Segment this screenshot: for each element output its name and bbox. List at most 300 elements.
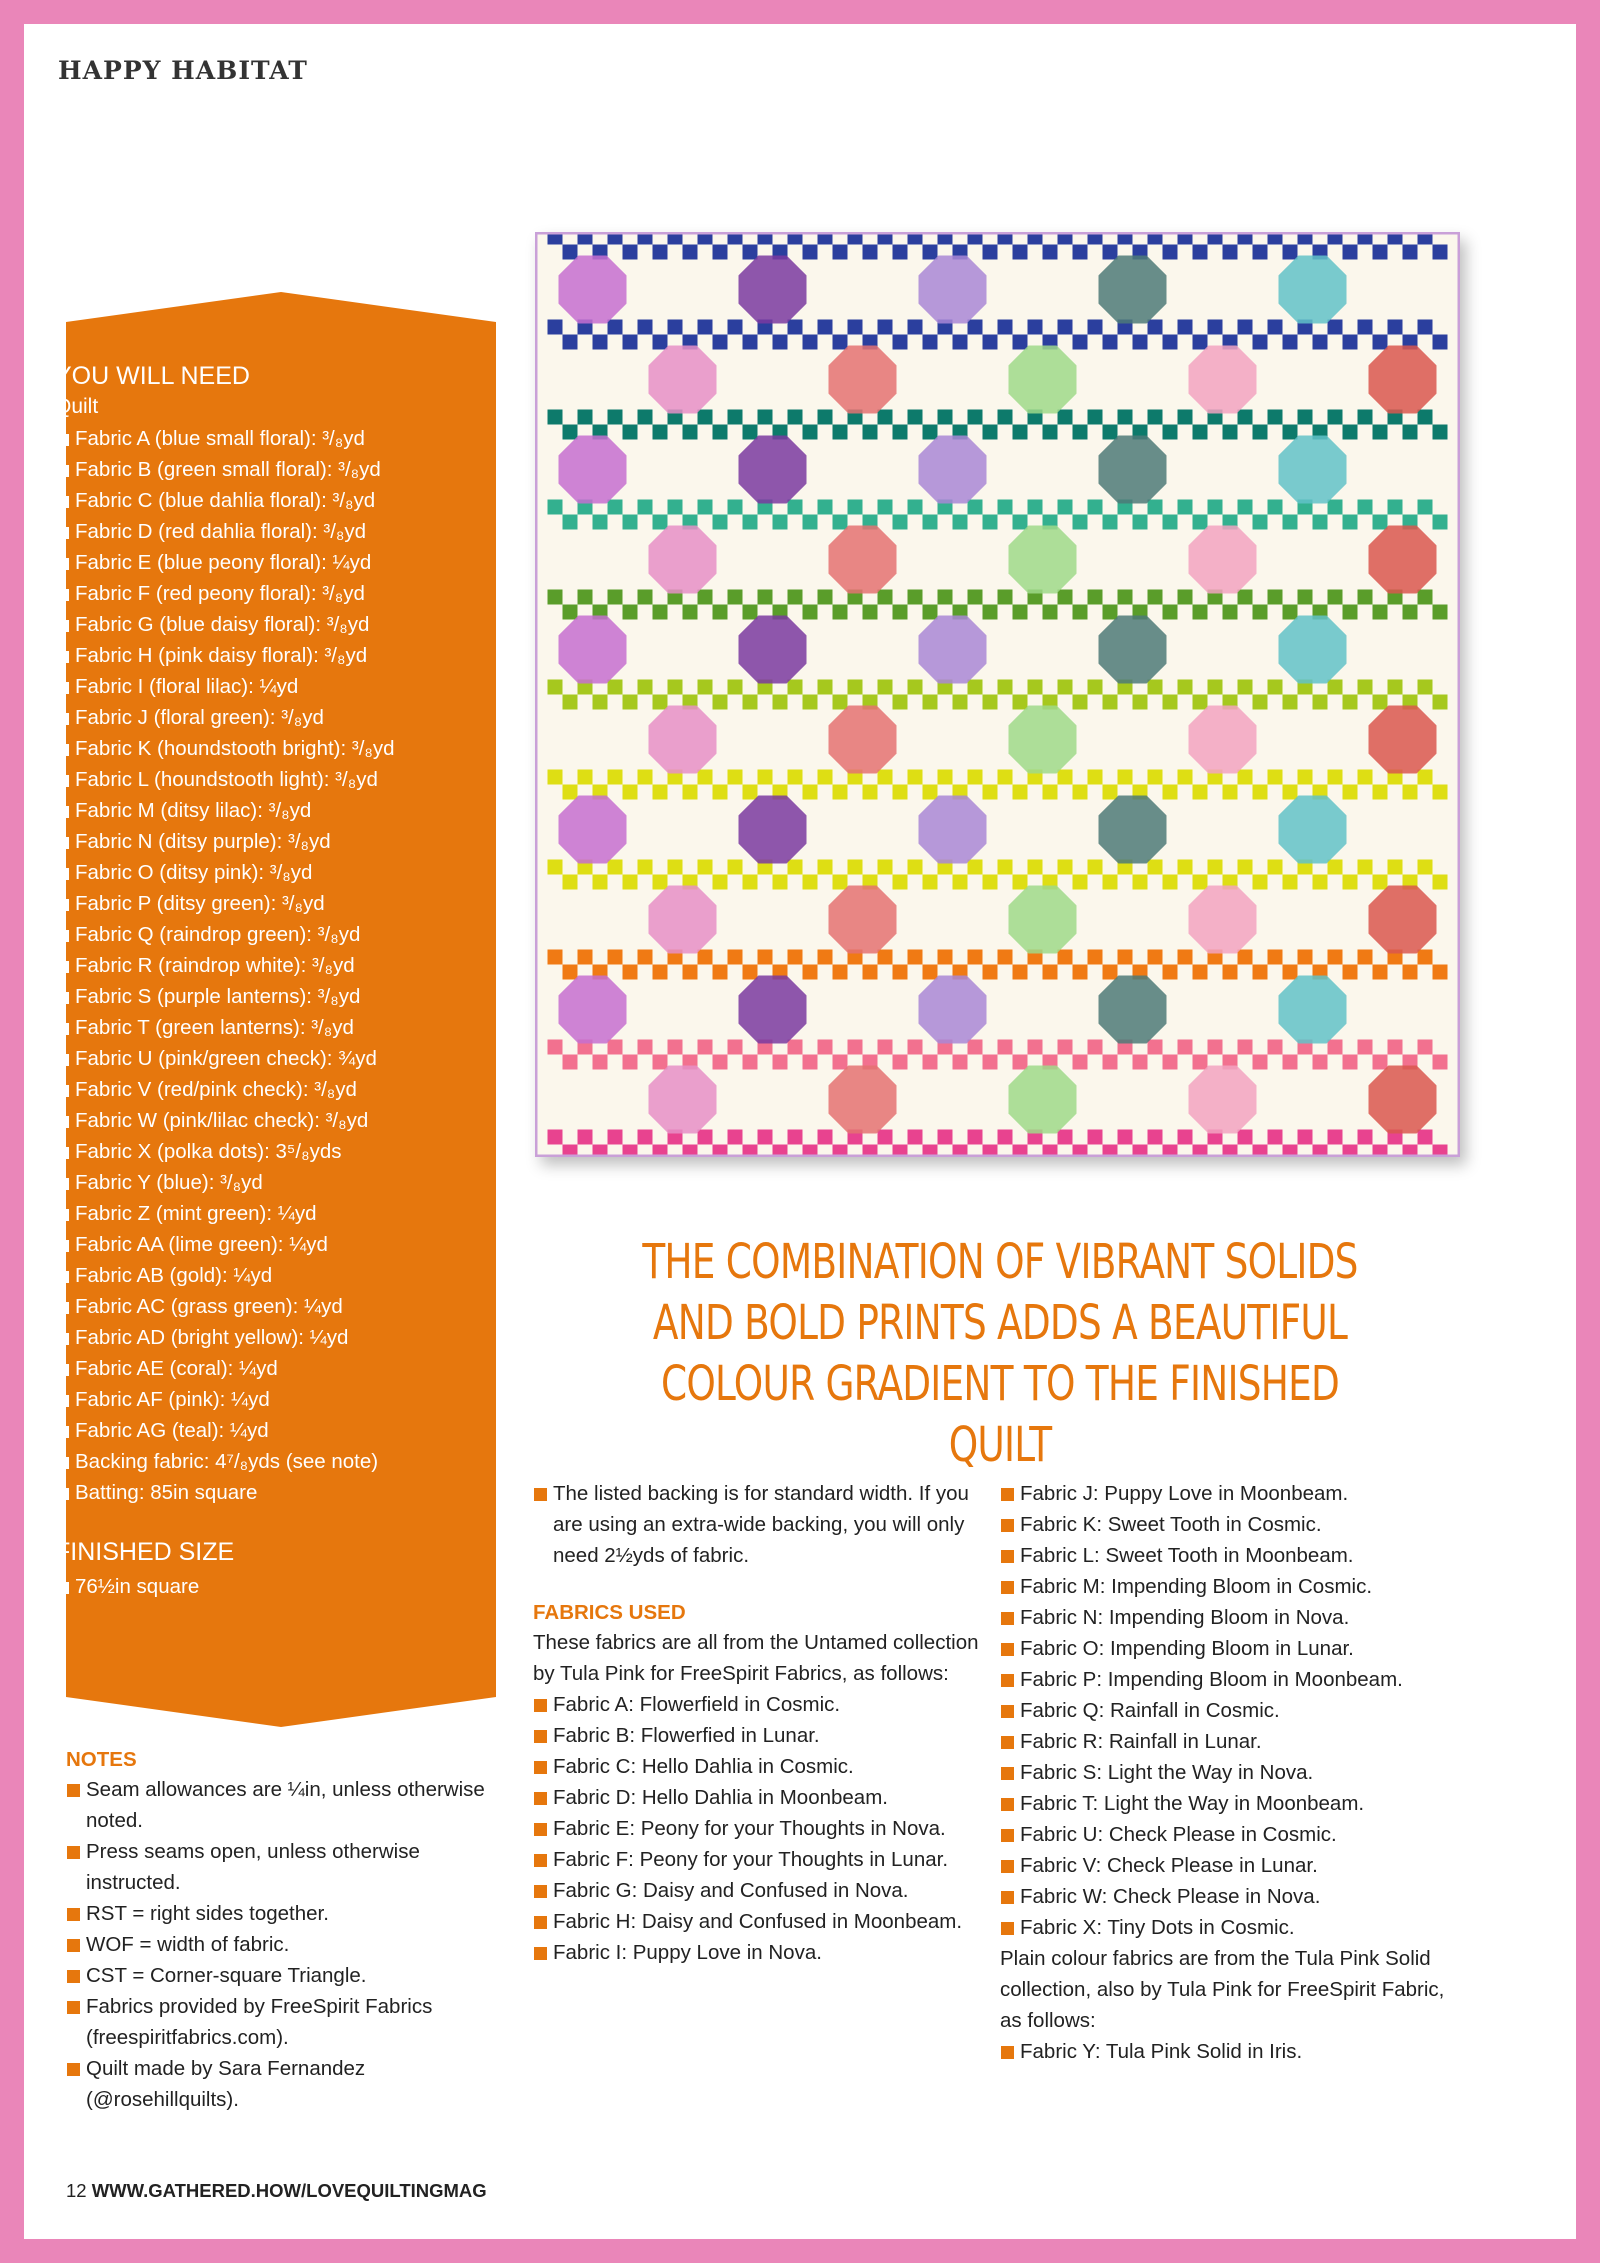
chain-square <box>923 425 938 440</box>
chain-square <box>668 860 683 875</box>
chain-square <box>638 1130 653 1145</box>
chain-square <box>1073 695 1088 710</box>
chain-square <box>1133 875 1148 890</box>
fabric-item: Fabric I: Puppy Love in Nova. <box>533 1937 993 1968</box>
chain-square <box>1043 965 1058 980</box>
octagon-block <box>919 436 987 504</box>
section-header: HAPPY HABITAT <box>58 56 308 85</box>
chain-square <box>1328 1130 1343 1145</box>
chain-square <box>713 785 728 800</box>
chain-square <box>623 1055 638 1070</box>
material-item: Fabric AG (teal): ¼yd <box>55 1415 475 1446</box>
octagon-block <box>1189 706 1257 774</box>
chain-square <box>1328 950 1343 965</box>
fabric-item: Fabric M: Impending Bloom in Cosmic. <box>1000 1571 1460 1602</box>
chain-square <box>968 500 983 515</box>
chain-square <box>863 605 878 620</box>
fabric-item: Fabric D: Hello Dahlia in Moonbeam. <box>533 1782 993 1813</box>
chain-square <box>1133 515 1148 530</box>
chain-square <box>608 1040 623 1055</box>
chain-square <box>878 1040 893 1055</box>
octagon-block <box>919 256 987 324</box>
chain-square <box>1073 245 1088 260</box>
chain-square <box>968 950 983 965</box>
chain-square <box>713 1055 728 1070</box>
chain-square <box>998 950 1013 965</box>
octagon-block <box>1369 526 1437 594</box>
chain-square <box>638 500 653 515</box>
chain-square <box>1193 695 1208 710</box>
chain-square <box>848 680 863 695</box>
octagon-block <box>739 256 807 324</box>
chain-square <box>638 950 653 965</box>
chain-square <box>1433 425 1448 440</box>
chain-square <box>1358 1040 1373 1055</box>
octagon-block <box>649 886 717 954</box>
chain-square <box>608 410 623 425</box>
chain-square <box>713 515 728 530</box>
fabrics-list-left <box>533 1689 993 1968</box>
chain-square <box>743 1055 758 1070</box>
octagon-block <box>649 526 717 594</box>
chain-square <box>1373 425 1388 440</box>
octagon-block <box>1009 1066 1077 1134</box>
fabrics-used-title: FABRICS USED <box>533 1601 686 1624</box>
chain-square <box>548 500 563 515</box>
chain-square <box>998 770 1013 785</box>
chain-square <box>818 1040 833 1055</box>
chain-square <box>908 500 923 515</box>
chain-square <box>623 335 638 350</box>
chain-square <box>728 860 743 875</box>
chain-square <box>983 425 998 440</box>
octagon-block <box>829 886 897 954</box>
chain-square <box>923 875 938 890</box>
chain-square <box>1283 965 1298 980</box>
fabric-item: Fabric H: Daisy and Confused in Moonbeam. <box>533 1906 993 1937</box>
chain-square <box>638 680 653 695</box>
chain-square <box>548 1130 563 1145</box>
fabric-item: Fabric J: Puppy Love in Moonbeam. <box>1000 1478 1460 1509</box>
chain-square <box>563 335 578 350</box>
chain-square <box>653 515 668 530</box>
chain-square <box>1148 680 1163 695</box>
chain-square <box>1328 590 1343 605</box>
chain-square <box>1298 770 1313 785</box>
chain-square <box>818 860 833 875</box>
chain-square <box>848 860 863 875</box>
chain-square <box>983 245 998 260</box>
chain-square <box>983 515 998 530</box>
chain-square <box>1058 320 1073 335</box>
chain-square <box>833 965 848 980</box>
chain-square <box>608 1130 623 1145</box>
chain-square <box>833 425 848 440</box>
octagon-block <box>829 346 897 414</box>
chain-square <box>878 320 893 335</box>
pull-quote: THE COMBINATION OF VIBRANT SOLIDS AND BOLD PRINTS ADDS A BEAUTIFUL COLOUR GRADIENT TO THE FINISHED QUILT <box>642 1234 1358 1473</box>
chain-square <box>938 770 953 785</box>
chain-square <box>608 590 623 605</box>
chain-square <box>1343 695 1358 710</box>
material-item: Fabric Z (mint green): ¼yd <box>55 1198 475 1229</box>
chain-square <box>968 860 983 875</box>
chain-square <box>803 515 818 530</box>
chain-square <box>1118 1130 1133 1145</box>
chain-square <box>923 695 938 710</box>
chain-square <box>1193 335 1208 350</box>
chain-square <box>908 1130 923 1145</box>
chain-square <box>788 1130 803 1145</box>
chain-square <box>638 590 653 605</box>
chain-square <box>1148 410 1163 425</box>
notes-list <box>66 1774 486 2115</box>
chain-square <box>713 695 728 710</box>
material-item: Fabric U (pink/green check): ¾yd <box>55 1043 475 1074</box>
chain-square <box>1178 320 1193 335</box>
fabric-item: Fabric N: Impending Bloom in Nova. <box>1000 1602 1460 1633</box>
chain-square <box>728 590 743 605</box>
chain-square <box>1133 695 1148 710</box>
chain-square <box>1103 875 1118 890</box>
chain-square <box>608 500 623 515</box>
chain-square <box>1073 425 1088 440</box>
material-item: Fabric E (blue peony floral): ¼yd <box>55 547 475 578</box>
chain-square <box>938 1130 953 1145</box>
chain-square <box>1193 785 1208 800</box>
chain-square <box>1103 695 1118 710</box>
chain-square <box>1043 785 1058 800</box>
fabric-item: Fabric F: Peony for your Thoughts in Lunar. <box>533 1844 993 1875</box>
note-item: CST = Corner-square Triangle. <box>66 1960 486 1991</box>
chain-square <box>1238 770 1253 785</box>
chain-square <box>1223 425 1238 440</box>
chain-square <box>803 965 818 980</box>
chain-square <box>983 965 998 980</box>
note-item: Seam allowances are ¼in, unless otherwise noted. <box>66 1774 486 1836</box>
chain-square <box>1238 590 1253 605</box>
notes-section <box>66 1748 486 2115</box>
chain-square <box>1043 425 1058 440</box>
chain-square <box>698 770 713 785</box>
chain-square <box>1403 245 1418 260</box>
octagon-block <box>1009 886 1077 954</box>
chain-square <box>743 515 758 530</box>
chain-square <box>1253 515 1268 530</box>
material-item: Fabric P (ditsy green): ³/₈yd <box>55 888 475 919</box>
chain-square <box>938 950 953 965</box>
chain-square <box>1073 965 1088 980</box>
chain-square <box>1298 410 1313 425</box>
chain-square <box>743 245 758 260</box>
chain-square <box>728 950 743 965</box>
chain-square <box>893 515 908 530</box>
material-item: Fabric F (red peony floral): ³/₈yd <box>55 578 475 609</box>
chain-square <box>743 605 758 620</box>
fabric-item: Fabric Q: Rainfall in Cosmic. <box>1000 1695 1460 1726</box>
chain-square <box>1358 950 1373 965</box>
chain-square <box>1178 860 1193 875</box>
chain-square <box>1433 1055 1448 1070</box>
chain-square <box>1223 605 1238 620</box>
chain-square <box>1268 860 1283 875</box>
octagon-block <box>649 706 717 774</box>
chain-square <box>1343 965 1358 980</box>
chain-square <box>1013 785 1028 800</box>
chain-square <box>593 335 608 350</box>
chain-square <box>1013 695 1028 710</box>
fabrics-column-right <box>1000 1478 1460 2067</box>
chain-square <box>1358 320 1373 335</box>
octagon-block <box>559 616 627 684</box>
chain-square <box>1283 875 1298 890</box>
fabric-item: Fabric S: Light the Way in Nova. <box>1000 1757 1460 1788</box>
chain-square <box>698 1130 713 1145</box>
chain-square <box>788 680 803 695</box>
chain-square <box>1253 785 1268 800</box>
you-will-need-title: YOU WILL NEED <box>55 362 250 390</box>
chain-square <box>638 770 653 785</box>
chain-square <box>1343 875 1358 890</box>
chain-square <box>563 785 578 800</box>
chain-square <box>1373 695 1388 710</box>
material-item: Fabric I (floral lilac): ¼yd <box>55 671 475 702</box>
fabric-item: Fabric R: Rainfall in Lunar. <box>1000 1726 1460 1757</box>
octagon-block <box>559 436 627 504</box>
chain-square <box>1073 605 1088 620</box>
chain-square <box>1028 500 1043 515</box>
material-item: Fabric AC (grass green): ¼yd <box>55 1291 475 1322</box>
chain-square <box>1193 515 1208 530</box>
quilt-photo <box>535 232 1460 1157</box>
chain-square <box>608 950 623 965</box>
chain-square <box>1253 875 1268 890</box>
chain-square <box>1043 245 1058 260</box>
chain-square <box>1268 950 1283 965</box>
backing-note <box>533 1478 993 1571</box>
chain-square <box>683 245 698 260</box>
chain-square <box>1013 425 1028 440</box>
chain-square <box>713 965 728 980</box>
chain-square <box>818 410 833 425</box>
chain-square <box>1028 860 1043 875</box>
chain-square <box>608 320 623 335</box>
chain-square <box>998 500 1013 515</box>
chain-square <box>1253 965 1268 980</box>
chain-square <box>548 680 563 695</box>
chain-square <box>548 410 563 425</box>
material-item: Fabric Y (blue): ³/₈yd <box>55 1167 475 1198</box>
octagon-block <box>739 616 807 684</box>
chain-square <box>1178 770 1193 785</box>
chain-square <box>773 515 788 530</box>
octagon-block <box>919 976 987 1044</box>
octagon-block <box>1369 1066 1437 1134</box>
chain-square <box>833 785 848 800</box>
finished-size-list <box>55 1571 475 1602</box>
chain-square <box>1343 605 1358 620</box>
chain-square <box>623 425 638 440</box>
chain-square <box>878 590 893 605</box>
chain-square <box>1253 605 1268 620</box>
chain-square <box>1103 965 1118 980</box>
chain-square <box>1133 335 1148 350</box>
chain-square <box>998 590 1013 605</box>
octagon-block <box>919 616 987 684</box>
octagon-block <box>1189 346 1257 414</box>
chain-square <box>638 410 653 425</box>
chain-square <box>668 680 683 695</box>
chain-square <box>953 875 968 890</box>
chain-square <box>638 1040 653 1055</box>
chain-square <box>563 605 578 620</box>
chain-square <box>653 695 668 710</box>
chain-square <box>1268 770 1283 785</box>
chain-square <box>1118 410 1133 425</box>
chain-square <box>698 410 713 425</box>
chain-square <box>758 410 773 425</box>
chain-square <box>1403 965 1418 980</box>
chain-square <box>563 965 578 980</box>
chain-square <box>563 515 578 530</box>
chain-square <box>968 1130 983 1145</box>
chain-square <box>803 785 818 800</box>
fabrics-column-left <box>533 1478 993 1968</box>
chain-square <box>1193 425 1208 440</box>
chain-square <box>593 1055 608 1070</box>
octagon-block <box>1099 796 1167 864</box>
chain-square <box>578 950 593 965</box>
chain-square <box>728 770 743 785</box>
chain-square <box>923 1055 938 1070</box>
chain-square <box>1223 785 1238 800</box>
chain-square <box>998 1040 1013 1055</box>
note-item: Press seams open, unless otherwise instructed. <box>66 1836 486 1898</box>
chain-square <box>1283 245 1298 260</box>
chain-square <box>698 680 713 695</box>
chain-square <box>953 515 968 530</box>
octagon-block <box>1369 706 1437 774</box>
chain-square <box>1208 320 1223 335</box>
octagon-block <box>739 976 807 1044</box>
chain-square <box>1193 245 1208 260</box>
octagon-block <box>1099 616 1167 684</box>
material-item: Fabric O (ditsy pink): ³/₈yd <box>55 857 475 888</box>
chain-square <box>1058 410 1073 425</box>
chain-square <box>923 965 938 980</box>
chain-square <box>1013 1055 1028 1070</box>
chain-square <box>1073 335 1088 350</box>
fabric-item: Fabric W: Check Please in Nova. <box>1000 1881 1460 1912</box>
chain-square <box>1313 335 1328 350</box>
chain-square <box>938 590 953 605</box>
chain-square <box>1253 245 1268 260</box>
chain-square <box>668 1040 683 1055</box>
chain-square <box>623 245 638 260</box>
chain-square <box>1358 590 1373 605</box>
chain-square <box>1328 320 1343 335</box>
chain-square <box>833 1055 848 1070</box>
chain-square <box>1223 965 1238 980</box>
chain-square <box>1358 410 1373 425</box>
chain-square <box>608 860 623 875</box>
chain-square <box>1163 515 1178 530</box>
chain-square <box>713 335 728 350</box>
chain-square <box>938 410 953 425</box>
chain-square <box>1073 785 1088 800</box>
material-item: Fabric D (red dahlia floral): ³/₈yd <box>55 516 475 547</box>
chain-square <box>1223 245 1238 260</box>
chain-square <box>1238 860 1253 875</box>
octagon-block <box>1189 886 1257 954</box>
chain-square <box>1418 590 1433 605</box>
chain-square <box>1193 965 1208 980</box>
chain-square <box>1388 680 1403 695</box>
chain-square <box>848 320 863 335</box>
chain-square <box>803 695 818 710</box>
chain-square <box>1013 335 1028 350</box>
notes-title: NOTES <box>66 1748 137 1771</box>
chain-square <box>968 770 983 785</box>
chain-square <box>773 875 788 890</box>
chain-square <box>983 605 998 620</box>
material-item: Fabric S (purple lanterns): ³/₈yd <box>55 981 475 1012</box>
chain-square <box>1373 875 1388 890</box>
material-item: Batting: 85in square <box>55 1477 475 1508</box>
material-item: Fabric AB (gold): ¼yd <box>55 1260 475 1291</box>
chain-square <box>1268 410 1283 425</box>
chain-square <box>1373 1055 1388 1070</box>
chain-square <box>878 680 893 695</box>
octagon-block <box>1099 436 1167 504</box>
chain-square <box>1298 950 1313 965</box>
chain-square <box>728 680 743 695</box>
chain-square <box>1178 1040 1193 1055</box>
chain-square <box>968 320 983 335</box>
material-item: Backing fabric: 4⁷/₈yds (see note) <box>55 1446 475 1477</box>
chain-square <box>743 875 758 890</box>
chain-square <box>893 695 908 710</box>
chain-square <box>1328 770 1343 785</box>
chain-square <box>983 695 998 710</box>
chain-square <box>863 785 878 800</box>
chain-square <box>1163 425 1178 440</box>
chain-square <box>593 875 608 890</box>
chain-square <box>1358 860 1373 875</box>
chain-square <box>1103 1055 1118 1070</box>
chain-square <box>1373 515 1388 530</box>
chain-square <box>878 770 893 785</box>
chain-square <box>1058 590 1073 605</box>
chain-square <box>1088 680 1103 695</box>
chain-square <box>1403 605 1418 620</box>
chain-square <box>698 320 713 335</box>
fabric-item: Fabric V: Check Please in Lunar. <box>1000 1850 1460 1881</box>
chain-square <box>1148 950 1163 965</box>
chain-square <box>743 785 758 800</box>
chain-square <box>713 245 728 260</box>
chain-square <box>893 425 908 440</box>
chain-square <box>998 860 1013 875</box>
chain-square <box>1238 1130 1253 1145</box>
materials-list <box>55 423 475 1508</box>
chain-square <box>698 500 713 515</box>
chain-square <box>1343 785 1358 800</box>
chain-square <box>1148 500 1163 515</box>
fabric-item: Fabric K: Sweet Tooth in Cosmic. <box>1000 1509 1460 1540</box>
chain-square <box>1058 680 1073 695</box>
chain-square <box>653 785 668 800</box>
